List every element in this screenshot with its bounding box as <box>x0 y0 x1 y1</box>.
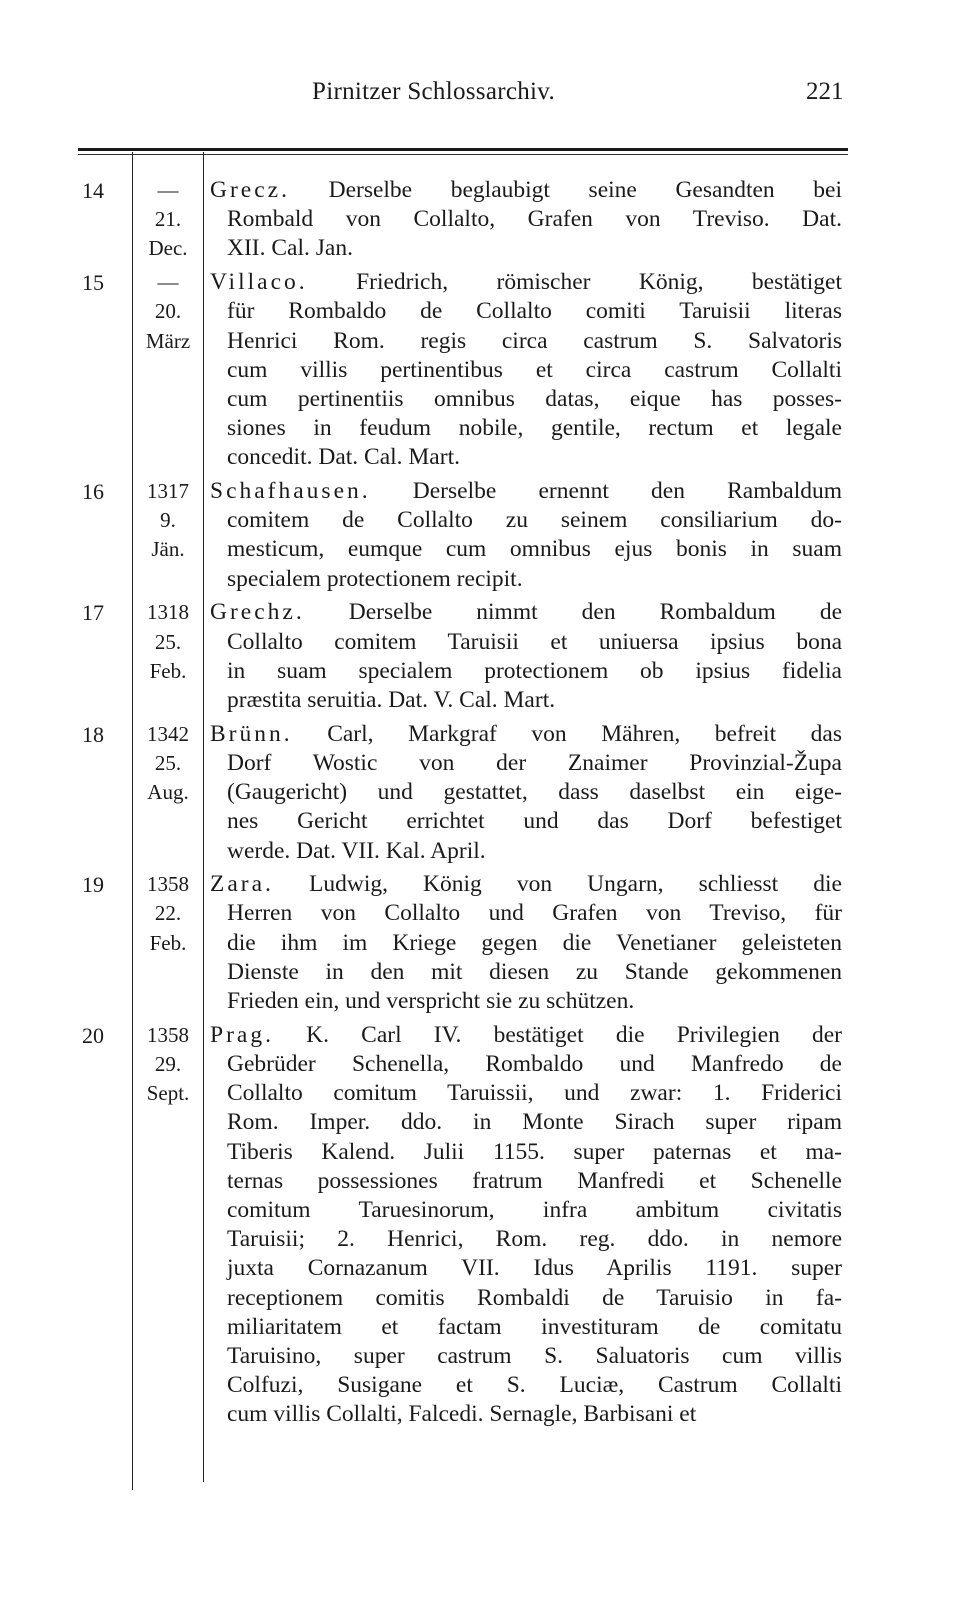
entry-number: 19 <box>82 872 104 898</box>
register-entry <box>0 477 960 594</box>
entry-date-part: 22. <box>154 901 182 926</box>
entry-line: in suam specialem protectionem ob ipsius fidelia <box>227 657 842 684</box>
page-number: 221 <box>806 78 844 105</box>
entry-line <box>210 870 842 899</box>
entry-place: Schafhausen. <box>210 478 371 505</box>
entry-line: specialem protectionem recipit. <box>227 565 523 592</box>
entry-line: Rombald von Collalto, Grafen von Treviso. Dat. <box>227 206 842 233</box>
entry-date-part: 1318 <box>147 600 189 625</box>
entry-line: Herren von Collalto und Grafen von Treviso, für <box>227 900 842 927</box>
entry-text <box>212 598 842 715</box>
register-entry <box>0 176 960 264</box>
entry-date-part: März <box>145 328 191 353</box>
entry-line <box>210 1021 842 1050</box>
entry-date <box>136 720 200 808</box>
entry-text <box>212 268 842 472</box>
entry-line: Henrici Rom. regis circa castrum S. Salvatoris <box>227 327 842 354</box>
entry-line: Dorf Wostic von der Znaimer Provinzial-Župa <box>227 749 842 776</box>
entry-number: 17 <box>82 600 104 626</box>
entry-line: Collalto comitum Taruissii, und zwar: 1. Friderici <box>227 1080 842 1107</box>
entry-date <box>136 477 200 565</box>
entry-text <box>212 870 842 1016</box>
entry-place: Prag. <box>210 1021 274 1048</box>
entry-date-part: 1358 <box>147 872 189 897</box>
entry-line <box>210 176 842 205</box>
entry-line: (Gaugericht) und gestattet, dass daselbst ein eige- <box>227 779 842 806</box>
entry-place: Zara. <box>210 871 274 898</box>
entry-line: Taruisino, super castrum S. Saluatoris cum villis <box>227 1342 842 1369</box>
entry-date <box>136 1021 200 1109</box>
entry-line: miliaritatem et factam investituram de comitatu <box>227 1313 842 1340</box>
entry-line-text: Derselbe nimmt den Rombaldum de <box>304 599 842 626</box>
register-entries <box>0 176 960 1429</box>
entry-date-part: 1342 <box>147 721 189 746</box>
entry-date-part: 25. <box>154 629 182 654</box>
entry-date-part: 29. <box>154 1052 182 1076</box>
entry-date-part: Feb. <box>149 930 187 955</box>
entry-line <box>210 720 842 749</box>
register-entry <box>0 1021 960 1430</box>
entry-text <box>212 720 842 866</box>
entry-number: 20 <box>82 1022 104 1048</box>
entry-line: nes Gericht errichtet und das Dorf befestiget <box>227 808 842 835</box>
entry-line: præstita seruitia. Dat. V. Cal. Mart. <box>227 686 556 713</box>
entry-line: ternas possessiones fratrum Manfredi et Schenelle <box>227 1167 842 1194</box>
entry-date-part: Dec. <box>148 236 188 261</box>
register-entry <box>0 870 960 1016</box>
entry-number: 18 <box>82 721 104 747</box>
register-entry <box>0 720 960 866</box>
entry-place: Grechz. <box>210 599 305 626</box>
running-title: Pirnitzer Schlossarchiv. <box>312 78 556 105</box>
entry-line-text: Ludwig, König von Ungarn, schliesst die <box>273 871 842 898</box>
entry-date-part: 1358 <box>147 1022 189 1047</box>
entry-place: Brünn. <box>210 720 293 747</box>
entry-date-part: — <box>157 178 179 202</box>
entry-line-text: Derselbe ernennt den Rambaldum <box>370 478 842 505</box>
entry-text <box>212 477 842 594</box>
entry-line-text: Carl, Markgraf von Mähren, befreit das <box>292 720 842 747</box>
entry-line: siones in feudum nobile, gentile, rectum et legale <box>227 415 842 442</box>
entry-line: Collalto comitem Taruisii et uniuersa ipsius bona <box>227 628 842 655</box>
entry-date-part: 21. <box>154 207 182 232</box>
entry-number: 14 <box>82 178 104 203</box>
entry-line: Colfuzi, Susigane et S. Luciæ, Castrum Collalti <box>227 1372 842 1399</box>
entry-line: juxta Cornazanum VII. Idus Aprilis 1191. super <box>227 1255 842 1282</box>
entry-date-part: — <box>157 270 179 295</box>
entry-date <box>136 870 200 958</box>
entry-number: 15 <box>82 270 104 296</box>
entry-line: werde. Dat. VII. Kal. April. <box>227 837 486 864</box>
entry-date <box>136 176 200 264</box>
entry-line: die ihm im Kriege gegen die Venetianer geleisteten <box>227 929 842 956</box>
entry-date-part: 9. <box>160 508 176 533</box>
entry-line: cum pertinentiis omnibus datas, eique has posses- <box>227 385 842 412</box>
entry-date-part: 20. <box>154 299 182 324</box>
entry-date-part: Sept. <box>146 1081 190 1106</box>
entry-text <box>212 1021 842 1430</box>
entry-line-text: Derselbe beglaubigt seine Gesandten bei <box>289 177 842 203</box>
entry-date <box>136 268 200 356</box>
entry-line: Tiberis Kalend. Julii 1155. super paternas et ma- <box>227 1138 842 1165</box>
entry-line-text: Friedrich, römischer König, bestätiget <box>307 269 842 296</box>
entry-line: Rom. Imper. ddo. in Monte Sirach super ripam <box>227 1109 842 1136</box>
entry-date <box>136 598 200 686</box>
entry-number: 16 <box>82 479 104 505</box>
entry-line: comitem de Collalto zu seinem consiliarium do- <box>227 507 842 534</box>
entry-line: mesticum, eumque cum omnibus ejus bonis in suam <box>227 536 842 563</box>
entry-line: XII. Cal. Jan. <box>227 235 353 262</box>
entry-line: Frieden ein, und verspricht sie zu schützen. <box>227 988 635 1015</box>
entry-date-part: Jän. <box>151 537 185 562</box>
entry-line: Gebrüder Schenella, Rombaldo und Manfredo de <box>227 1051 842 1077</box>
register-entry <box>0 598 960 715</box>
entry-line: Taruisii; 2. Henrici, Rom. reg. ddo. in nemore <box>227 1226 842 1253</box>
entry-line: concedit. Dat. Cal. Mart. <box>227 444 460 471</box>
entry-place: Villaco. <box>210 269 308 296</box>
entry-date-part: Feb. <box>149 658 187 683</box>
entry-line: receptionem comitis Rombaldi de Taruisio in fa- <box>227 1284 842 1311</box>
entry-line <box>210 598 842 627</box>
entry-line-text: K. Carl IV. bestätiget die Privilegien der <box>273 1021 842 1048</box>
entry-place: Grecz. <box>210 177 290 203</box>
header-rule-thin <box>78 154 848 155</box>
entry-line: für Rombaldo de Collalto comiti Taruisii literas <box>227 298 842 325</box>
header-rule <box>78 148 848 151</box>
entry-line: comitum Taruesinorum, infra ambitum civitatis <box>227 1196 842 1223</box>
entry-line <box>210 477 842 506</box>
entry-line: Dienste in den mit diesen zu Stande gekommenen <box>227 958 842 985</box>
entry-date-part: 25. <box>154 750 182 775</box>
entry-line: cum villis Collalti, Falcedi. Sernagle, Barbisani et <box>227 1401 697 1428</box>
entry-date-part: Aug. <box>147 780 189 805</box>
page-header <box>0 72 960 112</box>
entry-line: cum villis pertinentibus et circa castrum Collalti <box>227 356 842 383</box>
entry-text <box>212 176 842 264</box>
register-entry <box>0 268 960 472</box>
entry-date-part: 1317 <box>147 479 189 504</box>
entry-line <box>210 268 842 297</box>
